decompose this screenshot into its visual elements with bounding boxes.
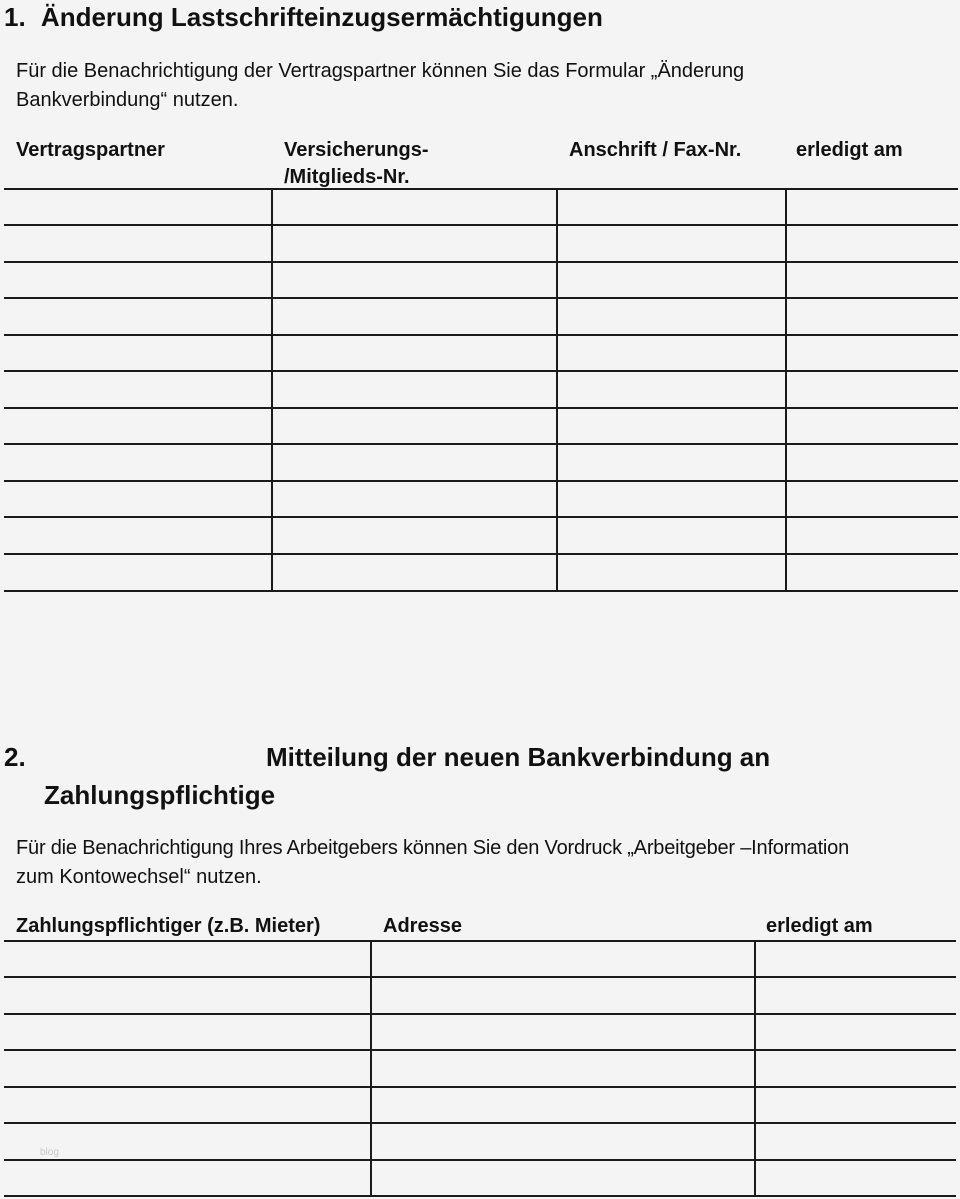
table1-line bbox=[4, 370, 958, 372]
section1-text-line1: Für die Benachrichtigung der Vertragspartner können Sie das Formular „Änderung bbox=[16, 60, 745, 82]
table1-line bbox=[4, 443, 958, 445]
section1-number: 1. bbox=[4, 2, 26, 32]
section2-col-erledigt: erledigt am bbox=[766, 915, 873, 937]
section2-text-line2: zum Kontowechsel“ nutzen. bbox=[16, 866, 262, 888]
section1-title: Änderung Lastschrifteinzugsermächtigungen bbox=[40, 2, 603, 32]
table2-line bbox=[4, 1013, 956, 1015]
section1-col-vertragspartner: Vertragspartner bbox=[16, 139, 165, 161]
table1-line bbox=[4, 516, 958, 518]
section1-text-line2: Bankverbindung“ nutzen. bbox=[16, 89, 239, 111]
table2-divider bbox=[370, 940, 372, 1197]
table1-line bbox=[4, 297, 958, 299]
section2-number: 2. bbox=[4, 742, 26, 772]
section1-col-anschrift: Anschrift / Fax-Nr. bbox=[569, 139, 742, 161]
table1-line bbox=[4, 224, 958, 226]
section2-title-line2: Zahlungspflichtige bbox=[44, 780, 276, 810]
section1-col-erledigt: erledigt am bbox=[796, 139, 903, 161]
section2-title-line1: Mitteilung der neuen Bankverbindung an bbox=[266, 742, 771, 772]
table1-divider bbox=[271, 188, 273, 592]
table1-line bbox=[4, 334, 958, 336]
table1-line bbox=[4, 188, 958, 190]
table1-line bbox=[4, 553, 958, 555]
section1-col-versicherungs-nr bbox=[284, 137, 429, 191]
table1-line bbox=[4, 590, 958, 592]
table1-line bbox=[4, 261, 958, 263]
section1-col2-line2: /Mitglieds-Nr. bbox=[284, 166, 410, 188]
table2-line bbox=[4, 976, 956, 978]
table1-line bbox=[4, 407, 958, 409]
section2-text-line1: Für die Benachrichtigung Ihres Arbeitgebers können Sie den Vordruck „Arbeitgeber –Information bbox=[16, 837, 850, 859]
watermark-text: blog bbox=[40, 1147, 59, 1158]
table2-divider bbox=[754, 940, 756, 1197]
table2-line bbox=[4, 1086, 956, 1088]
table2-line bbox=[4, 1159, 956, 1161]
table2-line bbox=[4, 1049, 956, 1051]
table1-divider bbox=[785, 188, 787, 592]
table1-line bbox=[4, 480, 958, 482]
table1-divider bbox=[556, 188, 558, 592]
table2-line bbox=[4, 1122, 956, 1124]
section1-col2-line1: Versicherungs- bbox=[284, 139, 429, 161]
section1-heading bbox=[4, 2, 603, 33]
table2-line bbox=[4, 1195, 956, 1197]
section2-col-adresse: Adresse bbox=[383, 915, 462, 937]
section2-col-zahlungspflichtiger: Zahlungspflichtiger (z.B. Mieter) bbox=[16, 915, 321, 937]
table2-line bbox=[4, 940, 956, 942]
